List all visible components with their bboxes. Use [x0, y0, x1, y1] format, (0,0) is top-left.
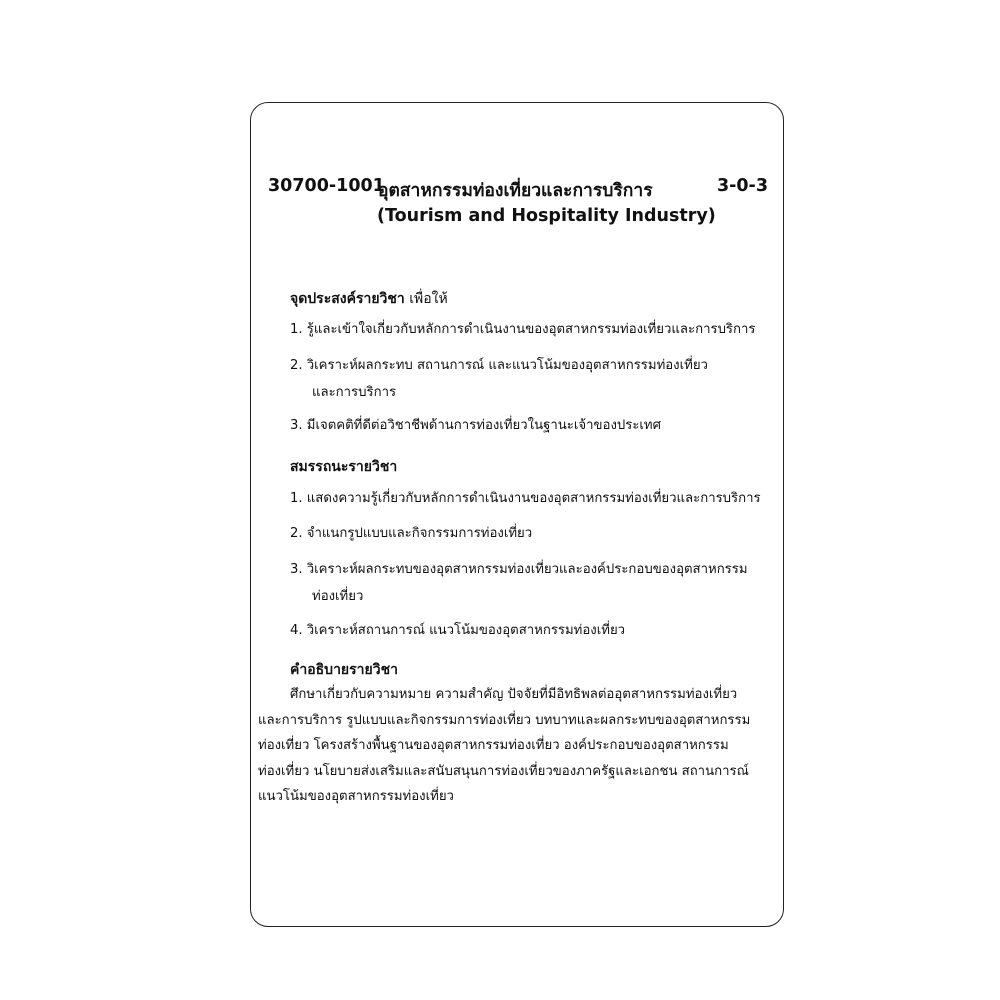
- competencies-heading-label: สมรรถนะรายวิชา: [290, 459, 398, 475]
- competency-item: [290, 556, 776, 610]
- description-body: [258, 682, 778, 810]
- competency-item: [290, 485, 776, 512]
- objective-item: [290, 316, 776, 343]
- description-line: และการบริการ รูปแบบและกิจกรรมการท่องเที่ยว บทบาทและผลกระทบของอุตสาหกรรม: [258, 712, 751, 728]
- competency-item-text: 1. แสดงความรู้เกี่ยวกับหลักการดำเนินงานของอุตสาหกรรมท่องเที่ยวและการบริการ: [290, 491, 761, 506]
- course-credits: 3-0-3: [716, 176, 768, 196]
- objectives-heading: [290, 288, 448, 310]
- description-line: ท่องเที่ยว โครงสร้างพื้นฐานของอุตสาหกรรมท่องเที่ยว องค์ประกอบของอุตสาหกรรม: [258, 738, 729, 753]
- course-title-english: (Tourism and Hospitality Industry): [377, 206, 716, 226]
- objective-item-text: 2. วิเคราะห์ผลกระทบ สถานการณ์ และแนวโน้มของอุตสาหกรรมท่องเที่ยว: [290, 358, 708, 373]
- description-line: ศึกษาเกี่ยวกับความหมาย ความสำคัญ ปัจจัยที่มีอิทธิพลต่ออุตสาหกรรมท่องเที่ยว: [290, 687, 738, 702]
- course-header: [268, 176, 768, 206]
- description-heading-label: คำอธิบายรายวิชา: [290, 662, 398, 678]
- competency-item-text: 4. วิเคราะห์สถานการณ์ แนวโน้มของอุตสาหกรรมท่องเที่ยว: [290, 623, 626, 638]
- course-title-thai: อุตสาหกรรมท่องเที่ยวและการบริการ: [378, 181, 653, 201]
- objective-item: [290, 412, 776, 439]
- competency-item-continuation: ท่องเที่ยว: [312, 589, 364, 604]
- description-heading: [290, 659, 398, 681]
- competencies-heading: [290, 456, 397, 478]
- competency-item-text: 3. วิเคราะห์ผลกระทบของอุตสาหกรรมท่องเที่ยวและองค์ประกอบของอุตสาหกรรม: [290, 562, 748, 577]
- objective-item-text: 1. รู้และเข้าใจเกี่ยวกับหลักการดำเนินงานของอุตสาหกรรมท่องเที่ยวและการบริการ: [290, 322, 756, 337]
- competency-item-text: 2. จำแนกรูปแบบและกิจกรรมการท่องเที่ยว: [290, 526, 533, 541]
- description-line: แนวโน้มของอุตสาหกรรมท่องเที่ยว: [258, 789, 454, 804]
- competency-item: [290, 617, 776, 644]
- description-line: ท่องเที่ยว นโยบายส่งเสริมและสนับสนุนการท่องเที่ยวของภาครัฐและเอกชน สถานการณ์: [258, 763, 749, 779]
- objective-item-continuation: และการบริการ: [312, 385, 397, 400]
- objective-item: [290, 352, 776, 406]
- objectives-heading-label: จุดประสงค์รายวิชา: [290, 291, 405, 307]
- objective-item-text: 3. มีเจตคติที่ดีต่อวิชาชีพด้านการท่องเที่ยวในฐานะเจ้าของประเทศ: [290, 418, 661, 433]
- competency-item: [290, 520, 776, 547]
- course-code: 30700-1001: [268, 176, 385, 196]
- objectives-heading-suffix: เพื่อให้: [409, 291, 448, 307]
